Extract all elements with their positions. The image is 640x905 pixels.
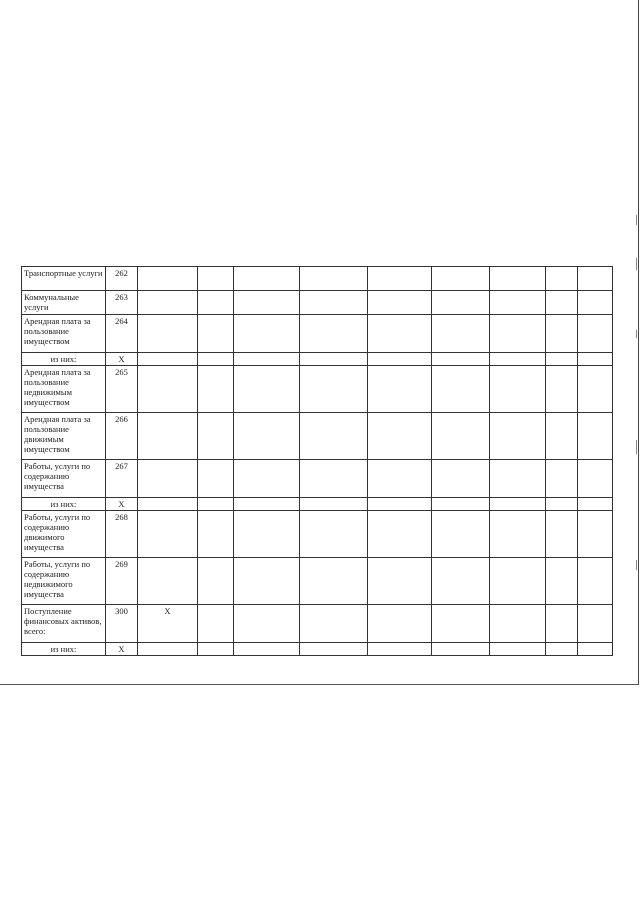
empty-value-cell (578, 291, 613, 315)
table-row (22, 460, 613, 498)
empty-value-cell (234, 460, 300, 498)
row-value-cell (138, 267, 198, 291)
empty-value-cell (490, 605, 546, 643)
empty-value-cell (234, 366, 300, 413)
empty-value-cell (432, 353, 490, 366)
empty-value-cell (300, 291, 368, 315)
row-code-cell: 263 (106, 291, 138, 315)
row-name-cell: Поступление финансовых активов, всего: (22, 605, 106, 643)
empty-value-cell (234, 413, 300, 460)
empty-value-cell (198, 511, 234, 558)
empty-value-cell (234, 558, 300, 605)
scan-mark (636, 330, 637, 338)
row-name-cell: Работы, услуги по содержанию имущества (22, 460, 106, 498)
empty-value-cell (578, 267, 613, 291)
row-code-cell: X (106, 643, 138, 656)
empty-value-cell (198, 315, 234, 353)
row-value-cell: X (138, 605, 198, 643)
empty-value-cell (234, 291, 300, 315)
empty-value-cell (546, 460, 578, 498)
row-name-cell: из них: (22, 498, 106, 511)
table-row (22, 366, 613, 413)
empty-value-cell (578, 511, 613, 558)
table-row (22, 413, 613, 460)
table-row (22, 353, 613, 366)
empty-value-cell (368, 643, 432, 656)
row-code-cell: 300 (106, 605, 138, 643)
empty-value-cell (234, 353, 300, 366)
empty-value-cell (490, 558, 546, 605)
empty-value-cell (368, 605, 432, 643)
row-name-cell: Коммунальные услуги (22, 291, 106, 315)
empty-value-cell (578, 366, 613, 413)
row-code-cell: 262 (106, 267, 138, 291)
row-code-cell: 267 (106, 460, 138, 498)
row-name-cell: Арендная плата за пользование движимым имуществом (22, 413, 106, 460)
empty-value-cell (578, 643, 613, 656)
empty-value-cell (300, 315, 368, 353)
empty-value-cell (578, 353, 613, 366)
empty-value-cell (432, 315, 490, 353)
empty-value-cell (368, 460, 432, 498)
scan-mark (636, 440, 637, 454)
empty-value-cell (198, 267, 234, 291)
empty-value-cell (368, 413, 432, 460)
empty-value-cell (432, 643, 490, 656)
empty-value-cell (300, 511, 368, 558)
empty-value-cell (490, 267, 546, 291)
empty-value-cell (432, 511, 490, 558)
row-code-cell: X (106, 353, 138, 366)
empty-value-cell (368, 558, 432, 605)
empty-value-cell (432, 558, 490, 605)
row-code-cell: 266 (106, 413, 138, 460)
empty-value-cell (546, 353, 578, 366)
empty-value-cell (432, 267, 490, 291)
empty-value-cell (234, 511, 300, 558)
empty-value-cell (300, 267, 368, 291)
empty-value-cell (368, 291, 432, 315)
empty-value-cell (546, 366, 578, 413)
empty-value-cell (578, 605, 613, 643)
row-code-cell: 269 (106, 558, 138, 605)
empty-value-cell (432, 498, 490, 511)
empty-value-cell (546, 315, 578, 353)
empty-value-cell (300, 605, 368, 643)
row-name-cell: Работы, услуги по содержанию движимого имущества (22, 511, 106, 558)
empty-value-cell (198, 643, 234, 656)
empty-value-cell (198, 558, 234, 605)
empty-value-cell (368, 511, 432, 558)
row-value-cell (138, 291, 198, 315)
table-row (22, 291, 613, 315)
row-name-cell: Арендная плата за пользование имуществом (22, 315, 106, 353)
empty-value-cell (198, 605, 234, 643)
empty-value-cell (578, 315, 613, 353)
empty-value-cell (546, 413, 578, 460)
row-name-cell: Работы, услуги по содержанию недвижимого имущества (22, 558, 106, 605)
row-value-cell (138, 460, 198, 498)
table-row (22, 267, 613, 291)
empty-value-cell (368, 315, 432, 353)
empty-value-cell (198, 353, 234, 366)
empty-value-cell (490, 315, 546, 353)
scan-mark (636, 258, 637, 270)
row-code-cell: X (106, 498, 138, 511)
table-row (22, 315, 613, 353)
empty-value-cell (546, 511, 578, 558)
empty-value-cell (300, 353, 368, 366)
table-row (22, 643, 613, 656)
empty-value-cell (578, 413, 613, 460)
empty-value-cell (546, 643, 578, 656)
empty-value-cell (234, 498, 300, 511)
table-row (22, 605, 613, 643)
empty-value-cell (300, 413, 368, 460)
empty-value-cell (578, 498, 613, 511)
empty-value-cell (368, 498, 432, 511)
empty-value-cell (490, 498, 546, 511)
empty-value-cell (300, 558, 368, 605)
row-value-cell (138, 413, 198, 460)
table-row (22, 511, 613, 558)
empty-value-cell (578, 460, 613, 498)
empty-value-cell (490, 643, 546, 656)
row-value-cell (138, 366, 198, 413)
empty-value-cell (234, 643, 300, 656)
empty-value-cell (546, 605, 578, 643)
row-value-cell (138, 558, 198, 605)
row-code-cell: 264 (106, 315, 138, 353)
empty-value-cell (234, 605, 300, 643)
empty-value-cell (198, 498, 234, 511)
row-value-cell (138, 315, 198, 353)
row-code-cell: 265 (106, 366, 138, 413)
scan-mark (636, 560, 637, 570)
table-body (22, 267, 613, 656)
empty-value-cell (432, 366, 490, 413)
row-value-cell (138, 353, 198, 366)
empty-value-cell (432, 291, 490, 315)
empty-value-cell (368, 366, 432, 413)
table-row (22, 498, 613, 511)
empty-value-cell (578, 558, 613, 605)
empty-value-cell (300, 460, 368, 498)
row-value-cell (138, 643, 198, 656)
empty-value-cell (198, 291, 234, 315)
row-name-cell: из них: (22, 353, 106, 366)
empty-value-cell (198, 413, 234, 460)
empty-value-cell (300, 643, 368, 656)
empty-value-cell (198, 366, 234, 413)
empty-value-cell (198, 460, 234, 498)
empty-value-cell (546, 291, 578, 315)
financial-form-table (21, 266, 613, 656)
empty-value-cell (490, 511, 546, 558)
empty-value-cell (234, 315, 300, 353)
empty-value-cell (546, 558, 578, 605)
empty-value-cell (432, 605, 490, 643)
row-name-cell: Арендная плата за пользование недвижимым имуществом (22, 366, 106, 413)
empty-value-cell (432, 413, 490, 460)
empty-value-cell (368, 353, 432, 366)
empty-value-cell (490, 366, 546, 413)
empty-value-cell (300, 366, 368, 413)
empty-value-cell (432, 460, 490, 498)
row-value-cell (138, 511, 198, 558)
empty-value-cell (546, 498, 578, 511)
empty-value-cell (234, 267, 300, 291)
empty-value-cell (490, 460, 546, 498)
scan-mark (636, 215, 637, 225)
empty-value-cell (368, 267, 432, 291)
row-name-cell: Транспортные услуги (22, 267, 106, 291)
row-name-cell: из них: (22, 643, 106, 656)
empty-value-cell (490, 413, 546, 460)
empty-value-cell (546, 267, 578, 291)
row-code-cell: 268 (106, 511, 138, 558)
empty-value-cell (490, 353, 546, 366)
table-row (22, 558, 613, 605)
empty-value-cell (300, 498, 368, 511)
row-value-cell (138, 498, 198, 511)
empty-value-cell (490, 291, 546, 315)
